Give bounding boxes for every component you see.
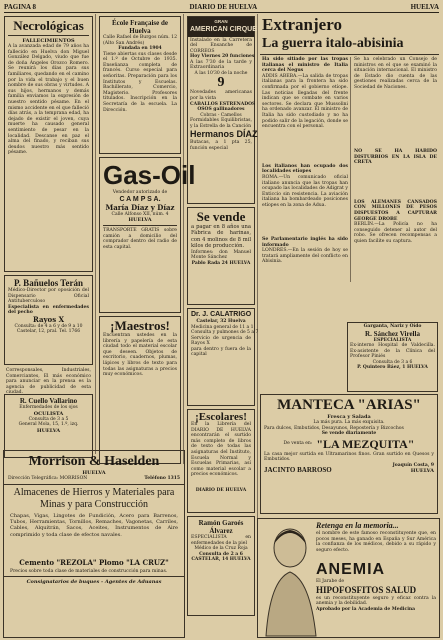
banuelos-rayos: Rayos X	[32, 314, 65, 324]
woman-illustration	[260, 520, 320, 636]
morrison-ad	[3, 450, 185, 638]
extranjero-title: Extranjero	[262, 15, 342, 34]
morrison-almacenes: Almacenes de Hierros y Materiales para Minas y para Construcción	[13, 486, 175, 510]
circo-line1: Instalado en la Carretera del Ensanche de CORREOS	[190, 37, 252, 54]
anemia-line2: el nombre de este famoso reconstituyente que, en pocos meses, ha ganado en España y Sur América la confianza de los médicos, debido a su rápido y seguro efecto.	[316, 531, 436, 553]
banuelos-address: Castelar, 12, pral. Tel. 1766	[16, 329, 81, 335]
manteca-owner: JACINTO BARROSO	[264, 466, 332, 475]
manteca-city: HUELVA	[410, 468, 434, 475]
extranjero-body1: ADDIS ABEBA.—La salida de tropas italianas para la frontera ha sido confirmada por el gobierno etíope. Las noticias llegadas del frente indican que se combate en varios sectores. Se declara que Mussolini ha ordenado avanzar. El ministro de Italia ha sido custodiado y no ha podido salir de la legación, donde se encuentra con el personal.	[262, 73, 348, 130]
extranjero-body4: Se ha celebrado un Consejo de ministros en el que se examinó la situación internacional. El ministro de Estado dio cuenta de las gestiones realizadas cerca de la Sociedad de Naciones.	[353, 57, 437, 90]
escolares-section	[187, 409, 255, 513]
sevende-addr: Pablo Rada 24 HUELVA	[191, 260, 251, 266]
sevende-title: Se vende	[196, 209, 246, 224]
extranjero-col-a	[262, 57, 351, 282]
extranjero-filler	[354, 166, 437, 200]
gasoil-addr1: Calle Alfonso XII, núm. 4	[111, 211, 169, 217]
circo-ad	[187, 16, 258, 204]
anemia-product: HIPOFOSFITOS SALUD	[316, 584, 417, 595]
manteca-line3: Se vende diariamente	[321, 431, 377, 437]
calatrigo-name: Dr. J. CALATRIGO	[191, 311, 252, 318]
morrison-title: Morrison & Haselden	[28, 454, 160, 469]
circo-line4: A las 10'30 de la noche	[194, 70, 248, 76]
gasoil-ad	[99, 157, 196, 313]
circo-big: 9	[217, 75, 225, 91]
circo-line7: OSOS gallinadores	[197, 107, 245, 113]
column-2	[97, 14, 196, 464]
manteca-sub: Fresca y Salada	[327, 414, 371, 420]
banuelos-consulta: Consulta: de 4 a 6 y de 9 a 10	[14, 323, 83, 329]
cuello-city: HUELVA	[36, 427, 61, 434]
anemia-box: Aprobado por la Academia de Medicina	[316, 606, 416, 612]
ecole-founded: Fundada en 1904	[118, 46, 162, 52]
agency-note: Corresponsales, Industriales, Comerciantes, El más económico para anunciar en la prensa es la agencia de publicidad de esta ciudad.	[6, 368, 91, 396]
garoes-ad	[187, 516, 255, 616]
escolares-footer: DIARIO DE HUELVA	[195, 488, 247, 493]
banuelos-line2: Especialista en enfermedades del pecho	[8, 304, 89, 316]
circo-line2: Hoy Viernes 20 funciones	[190, 54, 255, 60]
circo-line6: CABALLOS ESTRENADOS	[190, 101, 256, 107]
garganta-consulta: Consulta de 3 a 6	[372, 359, 413, 365]
extranjero-subhead4: NO SE HA HABIDO DISTURBIOS EN LA ISLA DE CRETA	[353, 149, 437, 166]
extranjero-subhead5: LOS ALEMANES CANSADOS CON MILLONES DE PESOS DISPUESTOS A CAPTURAR GEORGE DROBE	[353, 199, 437, 222]
anemia-line1: Retenga en la memoria...	[316, 521, 399, 530]
anemia-ad	[257, 518, 440, 638]
extranjero-subhead2: Los italianos han ocupado dos localidades etíopes	[262, 163, 348, 175]
circo-line3: A las 7'30 de la tarde y Extraordinaria	[190, 59, 252, 71]
cuello-ad	[4, 394, 93, 458]
garganta-line2: Ex-interno Hospital de Valdecilla. Ex-asistente de la Clínica del Profesor Piniés	[350, 343, 435, 360]
calatrigo-ad	[187, 308, 259, 406]
circo-banner	[188, 17, 257, 37]
extranjero-body2: ROMA.—Un comunicado oficial italiano anuncia que las tropas han ocupado las localidades de Adigrat y Enticcio sin resistencia. La aviación italiana ha bombardeado posiciones etíopes en la zona de Adua.	[262, 174, 348, 208]
manteca-addr: Joaquín Costa, 9	[392, 462, 434, 468]
circo-line5: Novedades americanas por la vista	[190, 90, 252, 102]
sevende-ad	[187, 207, 255, 305]
calatrigo-line2: Consulta y pulmones de 5 a 7	[191, 330, 259, 335]
morrison-footer: Consignatarios de buques - Agentes de Aduanas	[26, 579, 162, 586]
ecole-body: Tiene abiertas sus clases desde el 1.º de Octubre de 1935. Enseñanza completa de francés. Curso especial para señoritas. Preparación para los Institutos y Escuelas. Bachillerato, Comercio, Magisterio. Profesores titulados. Inscripción en la Secretaría de la escuela. La Dirección.	[103, 51, 177, 113]
garganta-title: Garganta, Nariz y Oído	[363, 324, 422, 329]
manteca-line2: Para dulces, Embutidos, Desayunos, Repostería y Bizcochos	[264, 425, 404, 431]
banuelos-ad	[4, 275, 93, 365]
sevende-body: a pagar en 8 años una Fábrica de harinas, con 4 molinos de 8 mil kilos de producción.	[191, 224, 251, 250]
circo-line10: Hermanos DÍAZ	[190, 129, 258, 140]
garoes-line1: ESPECIALISTA en enfermedades de la piel	[191, 535, 251, 546]
sevende-info: Informes: don Manuel Monte Sánchez	[191, 249, 251, 261]
header-city: HUELVA	[410, 3, 439, 11]
necrologicas-title: Necrológicas	[13, 18, 84, 33]
necrologicas-subtitle: FALLECIMIENTOS	[22, 38, 75, 44]
calatrigo-address: Castelar, 32 Huelva	[196, 319, 246, 324]
circo-line9: Formidables Equilibristas, y la Estrella de la Canción	[190, 118, 252, 129]
morrison-items: Chapas, Vigas, Lingotes de Fundición, Acero para Barrenos, Tubos, Herramientas, Tornillos, Remaches, Vagonetas, Carriles, Cables, Alquitrán, Sacos, Aceites, Instrumentos de Aire comprimido y toda clase de efectos navales.	[10, 512, 178, 538]
necrologicas-body: A la avanzada edad de 79 años ha fallecido en Huelva don Miguel González Delgado, viudo que fue de doña Ángeles Orozco Romero. Se reunirá los días para sus familiares, quedando en el camino por la vida el trabajo y el buen nombre de sus obras y virtudes. A sus hijos, hermanos y demás familia enviamos la expresión de nuestro sentido pésame. En el mismo accidente en el que falleció días atrás, a la temprana edad, ha dejado de existir el joven, cuya muerte ha causado general sentimiento de pesar en la localidad. Descanse en paz el alma del finado, y reciban sus deudos nuestro más sentido pésame.	[8, 44, 89, 156]
escolares-body: En la Librería del DIARIO DE HUELVA encontrarán el surtido más completo de libros de texto de todas las asignaturas del Instituto, Escuela Normal y Escuelas Primarias, así como material escolar a precios económicos.	[191, 422, 251, 478]
cuello-name: R. Cuello Vallarino	[19, 397, 78, 405]
garoes-name: Ramón Garoés Álvarez	[198, 519, 244, 535]
morrison-city: HUELVA	[82, 470, 106, 476]
calatrigo-line1: Medicina general de 11 a 1	[191, 324, 254, 330]
manteca-line4: De venta en:	[283, 441, 313, 447]
masthead: DIARIO DE HUELVA	[189, 3, 258, 11]
anemia-line4: es un reconstituyente seguro y eficaz contra la anemia y la debilidad.	[316, 595, 436, 607]
manteca-line5: La casa mejor surtida en Ultramarinos finos. Gran surtido en Quesos y Embutidos.	[264, 451, 434, 463]
cuello-line2: OCULISTA	[33, 410, 64, 417]
anemia-big: ANEMIA	[316, 561, 386, 578]
cuello-line1: Enfermedades de los ojos	[19, 405, 78, 410]
garganta-line1: ESPECIALISTA	[373, 337, 412, 343]
page-header	[4, 2, 439, 13]
garganta-name: R. Sánchez Virella	[365, 329, 420, 338]
manteca-title: MANTECA "ARIAS"	[277, 397, 421, 413]
maestros-section	[99, 316, 181, 464]
extranjero-col-b	[354, 57, 437, 282]
gasoil-note: TRANSPORTE GRATIS sobre camión a domicilio del comprador dentro del radio de esta capital.	[103, 228, 177, 250]
banuelos-name: P. Bañuelos Terán	[14, 278, 83, 288]
garganta-addr: P. Quintero Báez, 1 HUELVA	[357, 365, 428, 371]
ecole-title: École Française de Huelva	[112, 19, 168, 35]
manteca-line1: La más pura. La más exquisita.	[313, 420, 385, 425]
page-number: PAGINA 8	[4, 3, 36, 11]
gasoil-company: C A M P S A.	[119, 195, 161, 203]
column-1	[2, 14, 96, 454]
calatrigo-line3: Servicio de urgencia de Rayos X	[191, 335, 251, 347]
garoes-consulta: Consulta de 2 a 6	[199, 551, 243, 557]
necrologicas-section	[4, 16, 93, 272]
circo-line8: Cobras - Camellos	[200, 112, 242, 118]
ecole-section	[99, 16, 181, 154]
gasoil-dealer: María Díaz y Díaz	[105, 202, 175, 212]
manteca-mezquita: "LA MEZQUITA"	[316, 436, 415, 451]
anemia-line3: El Jarabe de	[316, 579, 344, 584]
morrison-phone: Teléfono 1315	[144, 476, 180, 481]
garoes-line2: Médico de la Cruz Roja	[194, 546, 248, 552]
extranjero-section	[260, 14, 439, 320]
circo-line11: Butacas, a 1 pta 25, función especial	[190, 140, 252, 151]
circo-name: AMERICAN CIRQUE	[190, 25, 257, 33]
circo-top: GRAN	[214, 19, 228, 24]
extranjero-headline: La guerra italo-abisinia	[262, 36, 404, 51]
garoes-addr: CASTELAR, 14 HUELVA	[191, 557, 251, 563]
maestros-title: ¡Maestros!	[110, 318, 170, 333]
ecole-address: Calle Rafael de Burgos núm. 12 (Alto San Andrés)	[103, 35, 177, 46]
extranjero-body5: BERLÍN.—La Policía no ha conseguido detener al autor del robo. Se ofrecen recompensas a quien facilite su captura.	[353, 222, 437, 244]
banuelos-line1: Médico-Director por oposición del Dispensario Oficial Antituberculoso	[8, 288, 89, 305]
extranjero-subhead1: Ha sido sitiado por las tropas italianas el ministro de Italia cerca del Negus	[262, 57, 348, 74]
gasoil-addr2: HUELVA	[128, 217, 152, 223]
morrison-cemento: Cemento "REZOLA" Plomo "LA CRUZ"	[19, 557, 169, 567]
extranjero-body3: LONDRES.—En la sesión de hoy se tratará ampliamente del conflicto en Abisinia.	[262, 248, 348, 265]
gasoil-big: Gas-Oil	[103, 160, 196, 190]
maestros-body: Encuentran ustedes en la librería y papelería de esta ciudad todo el material escolar que deseen. Objetos de escritorio, cuadernos, plumas, lápices y libros de texto para todas las asignaturas a precios muy económicos.	[103, 333, 177, 378]
calatrigo-line4: para dentro y fuera de la capital	[191, 346, 251, 358]
column-3	[185, 14, 258, 636]
escolares-title: ¡Escolares!	[195, 411, 247, 423]
gasoil-vendor: Vendedor autorizado de	[112, 190, 168, 195]
morrison-also: Precios sobre toda clase de materiales de construcción para minas.	[10, 568, 168, 574]
cuello-address: General Mola, 15, 1.º, izq.	[18, 422, 79, 427]
manteca-ad	[260, 394, 438, 514]
garganta-ad	[347, 322, 438, 392]
morrison-direction: Dirección Telegráfica: MORRISON	[8, 476, 88, 481]
extranjero-subhead3: Se Parlamentario inglés ha sido informado	[262, 236, 348, 248]
cuello-consulta: Consulta de 3 a 5	[28, 416, 69, 422]
